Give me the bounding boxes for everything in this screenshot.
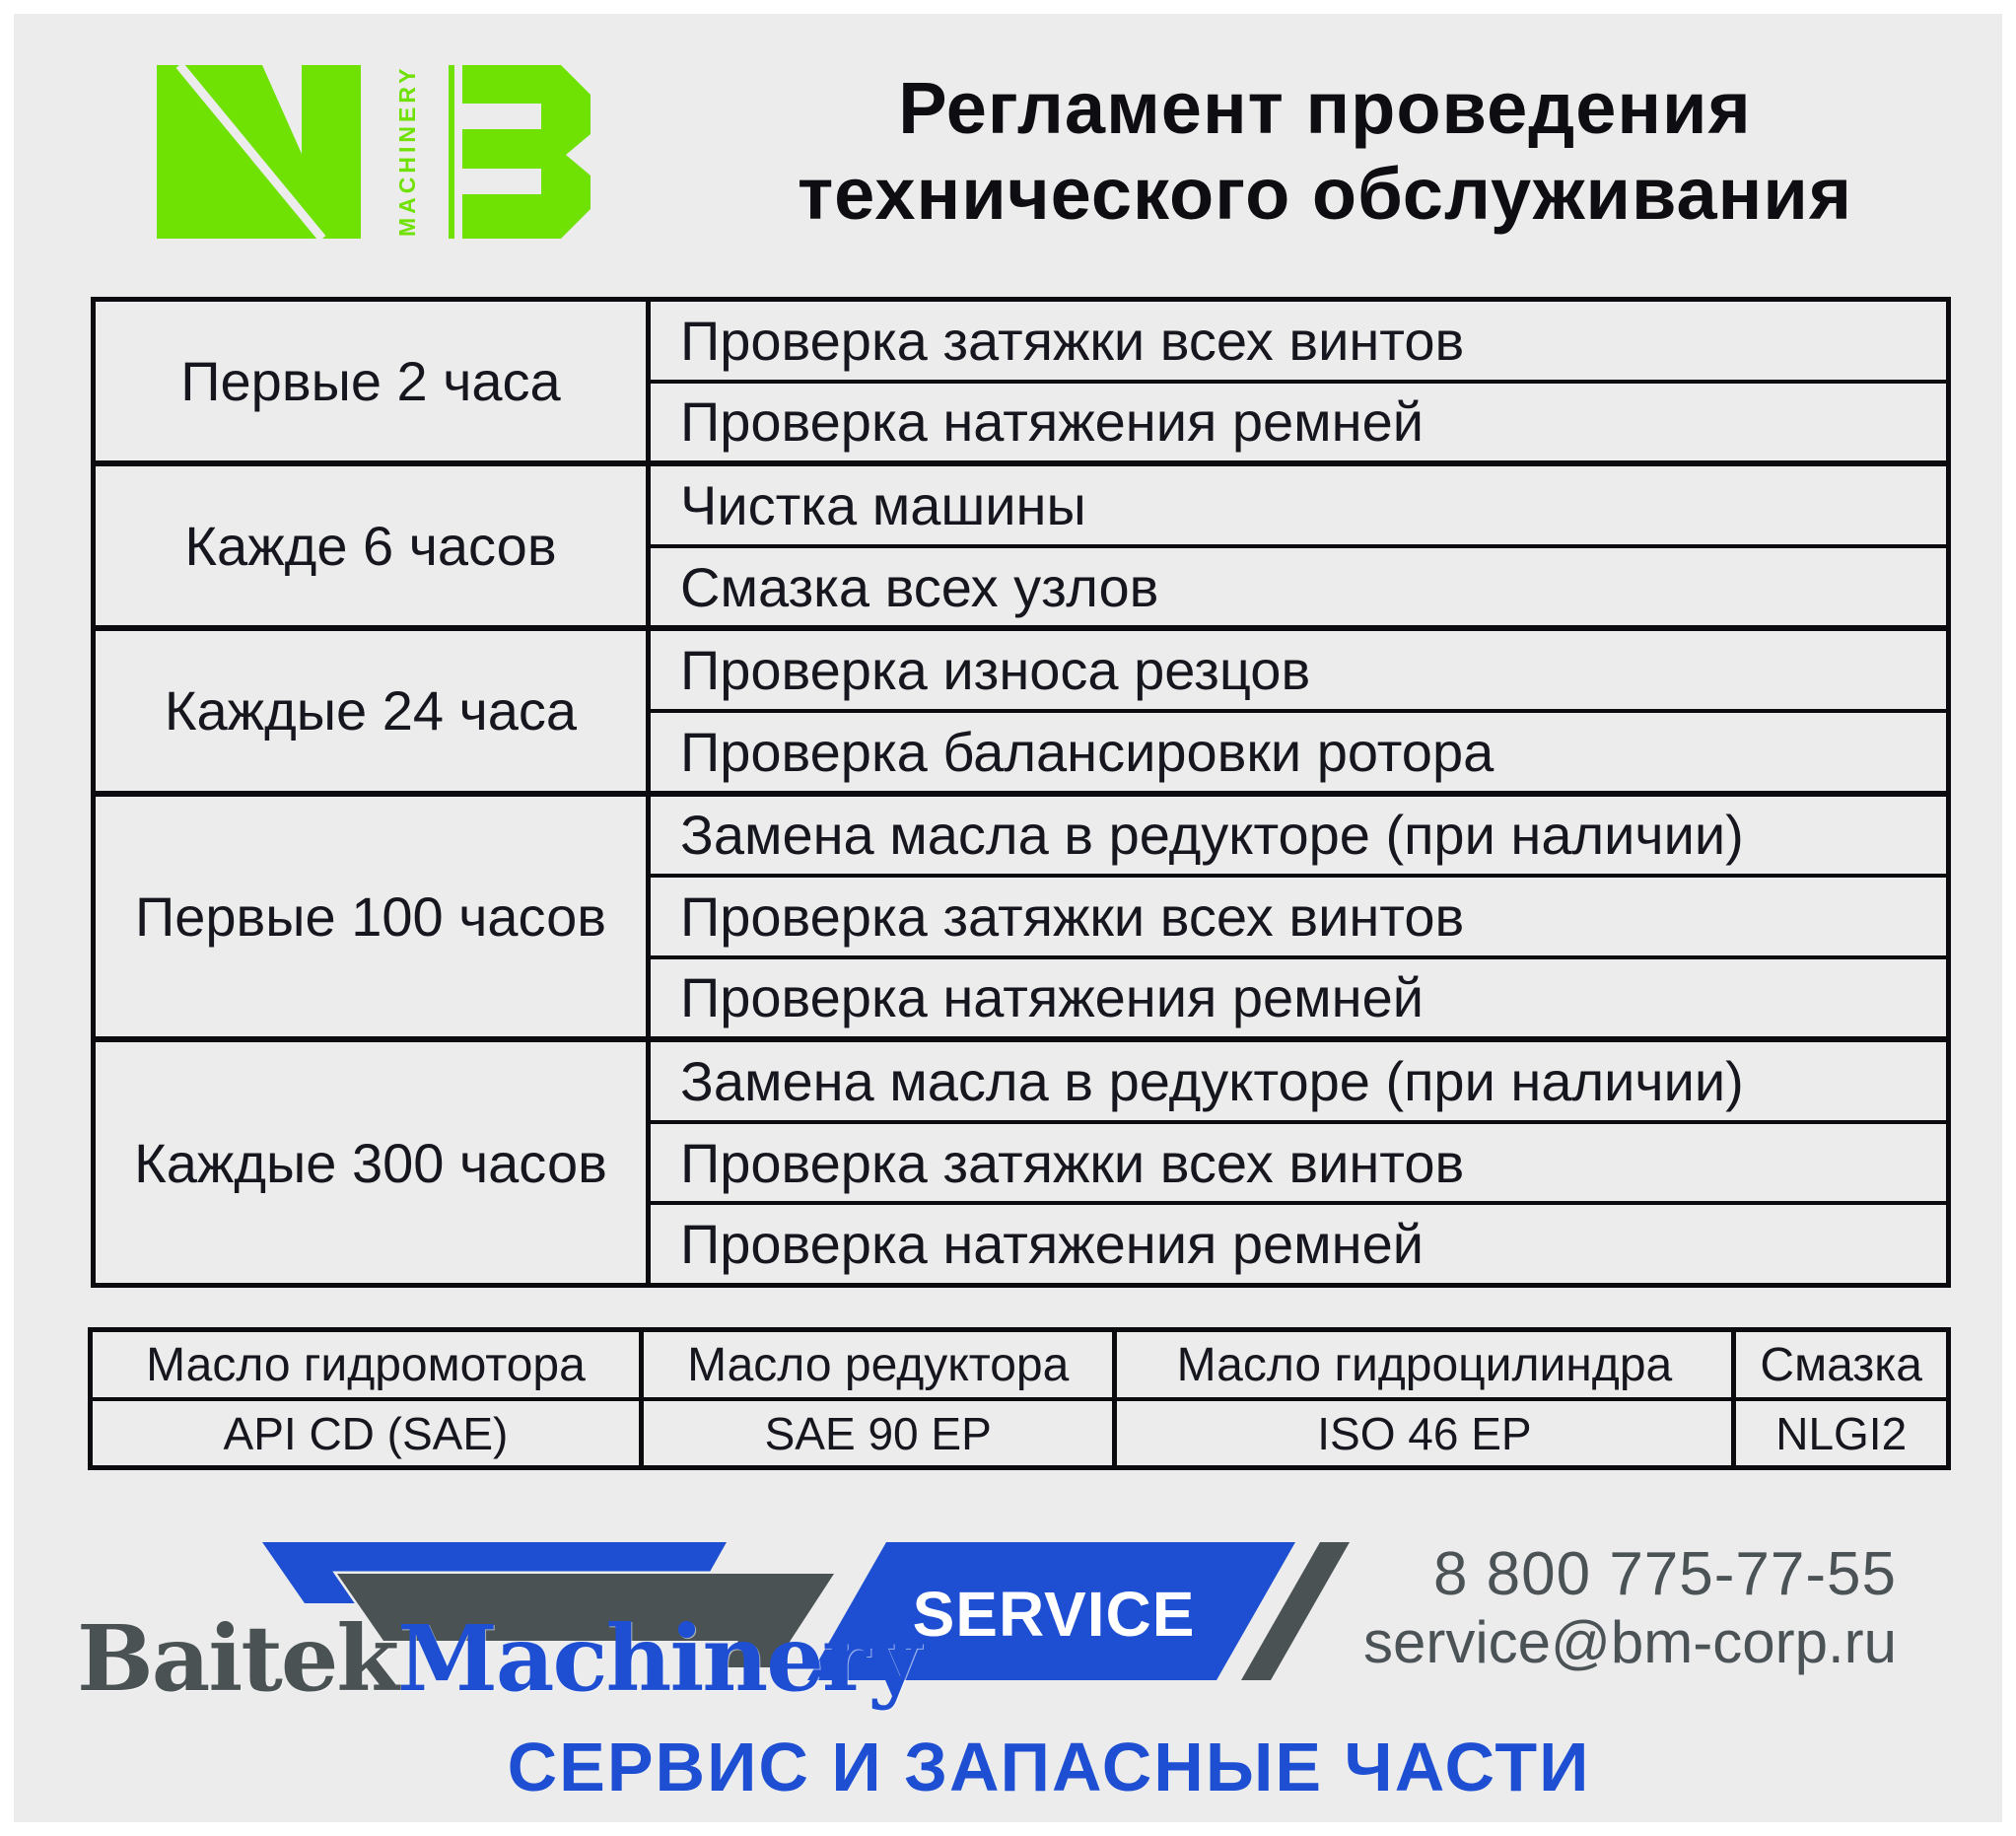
task-list — [651, 466, 1946, 625]
lubricant-value-cell: SAE 90 EP — [764, 1407, 992, 1459]
task-cell: Проверка натяжения ремней — [680, 966, 1425, 1029]
task-cell: Проверка балансировки ротора — [680, 720, 1495, 783]
logo-letter-b — [462, 65, 591, 239]
lubricant-header-cell: Масло гидромотора — [93, 1332, 639, 1401]
task-cell: Замена масла в редукторе (при наличии) — [651, 1042, 1946, 1124]
lubricant-column — [93, 1332, 644, 1465]
task-list — [651, 797, 1946, 1037]
task-cell: Смазка всех узлов — [680, 555, 1159, 618]
email-address: service@bm-corp.ru — [1362, 1609, 1897, 1675]
task-list — [651, 631, 1946, 790]
maintenance-group — [96, 797, 1946, 1043]
maintenance-group — [96, 302, 1946, 466]
lubricants-table — [88, 1327, 1951, 1470]
lubricant-column — [644, 1332, 1118, 1465]
lubricant-value-cell: NLGI2 — [1775, 1407, 1908, 1459]
phone-number: 8 800 775-77-55 — [1432, 1540, 1897, 1608]
task-list — [651, 1042, 1946, 1283]
task-cell: Проверка натяжения ремней — [680, 390, 1425, 454]
brand-part-machinery: Machinery — [397, 1605, 919, 1712]
maintenance-group — [96, 631, 1946, 796]
task-cell: Замена масла в редукторе (при наличии) — [651, 797, 1946, 879]
task-cell: Проверка затяжки всех винтов — [651, 1124, 1946, 1206]
task-list — [651, 302, 1946, 460]
logo-b-thin-bar — [449, 65, 454, 239]
baitek-machinery-wordmark — [77, 1605, 919, 1712]
page-title-line2: технического обслуживания — [797, 153, 1853, 236]
logo-letter-n — [157, 65, 361, 239]
task-cell: Проверка натяжения ремней — [680, 1213, 1425, 1276]
interval-cell: Первые 2 часа — [96, 302, 651, 460]
maintenance-group — [96, 1042, 1946, 1283]
page-title — [743, 65, 1907, 238]
maintenance-group — [96, 466, 1946, 631]
nb-machinery-logo — [157, 65, 591, 239]
interval-cell: Каждые 300 часов — [96, 1042, 651, 1283]
lubricant-column — [1117, 1332, 1736, 1465]
lubricant-header-cell: Смазка — [1736, 1332, 1946, 1401]
task-cell: Проверка затяжки всех винтов — [651, 878, 1946, 959]
lubricant-value-cell: ISO 46 EP — [1317, 1407, 1532, 1459]
brand-part-baitek: Baitek — [77, 1605, 398, 1712]
service-banner-label: SERVICE — [912, 1579, 1196, 1650]
contacts-block — [1197, 1540, 1897, 1675]
lubricant-column — [1736, 1332, 1946, 1465]
logo-machinery-text: MACHINERY — [394, 65, 420, 237]
lubricant-value-cell: API CD (SAE) — [223, 1407, 509, 1459]
interval-cell: Кажде 6 часов — [96, 466, 651, 625]
task-cell: Чистка машины — [651, 466, 1946, 548]
tagline: СЕРВИС И ЗАПАСНЫЕ ЧАСТИ — [507, 1729, 1591, 1805]
task-cell: Проверка износа резцов — [651, 631, 1946, 713]
lubricant-header-cell: Масло гидроцилиндра — [1117, 1332, 1731, 1401]
interval-cell: Первые 100 часов — [96, 797, 651, 1037]
page-title-line1: Регламент проведения — [898, 67, 1752, 149]
lubricant-header-cell: Масло редуктора — [644, 1332, 1113, 1401]
maintenance-schedule-table — [91, 297, 1951, 1288]
task-cell: Проверка затяжки всех винтов — [651, 302, 1946, 384]
interval-cell: Каждые 24 часа — [96, 631, 651, 790]
